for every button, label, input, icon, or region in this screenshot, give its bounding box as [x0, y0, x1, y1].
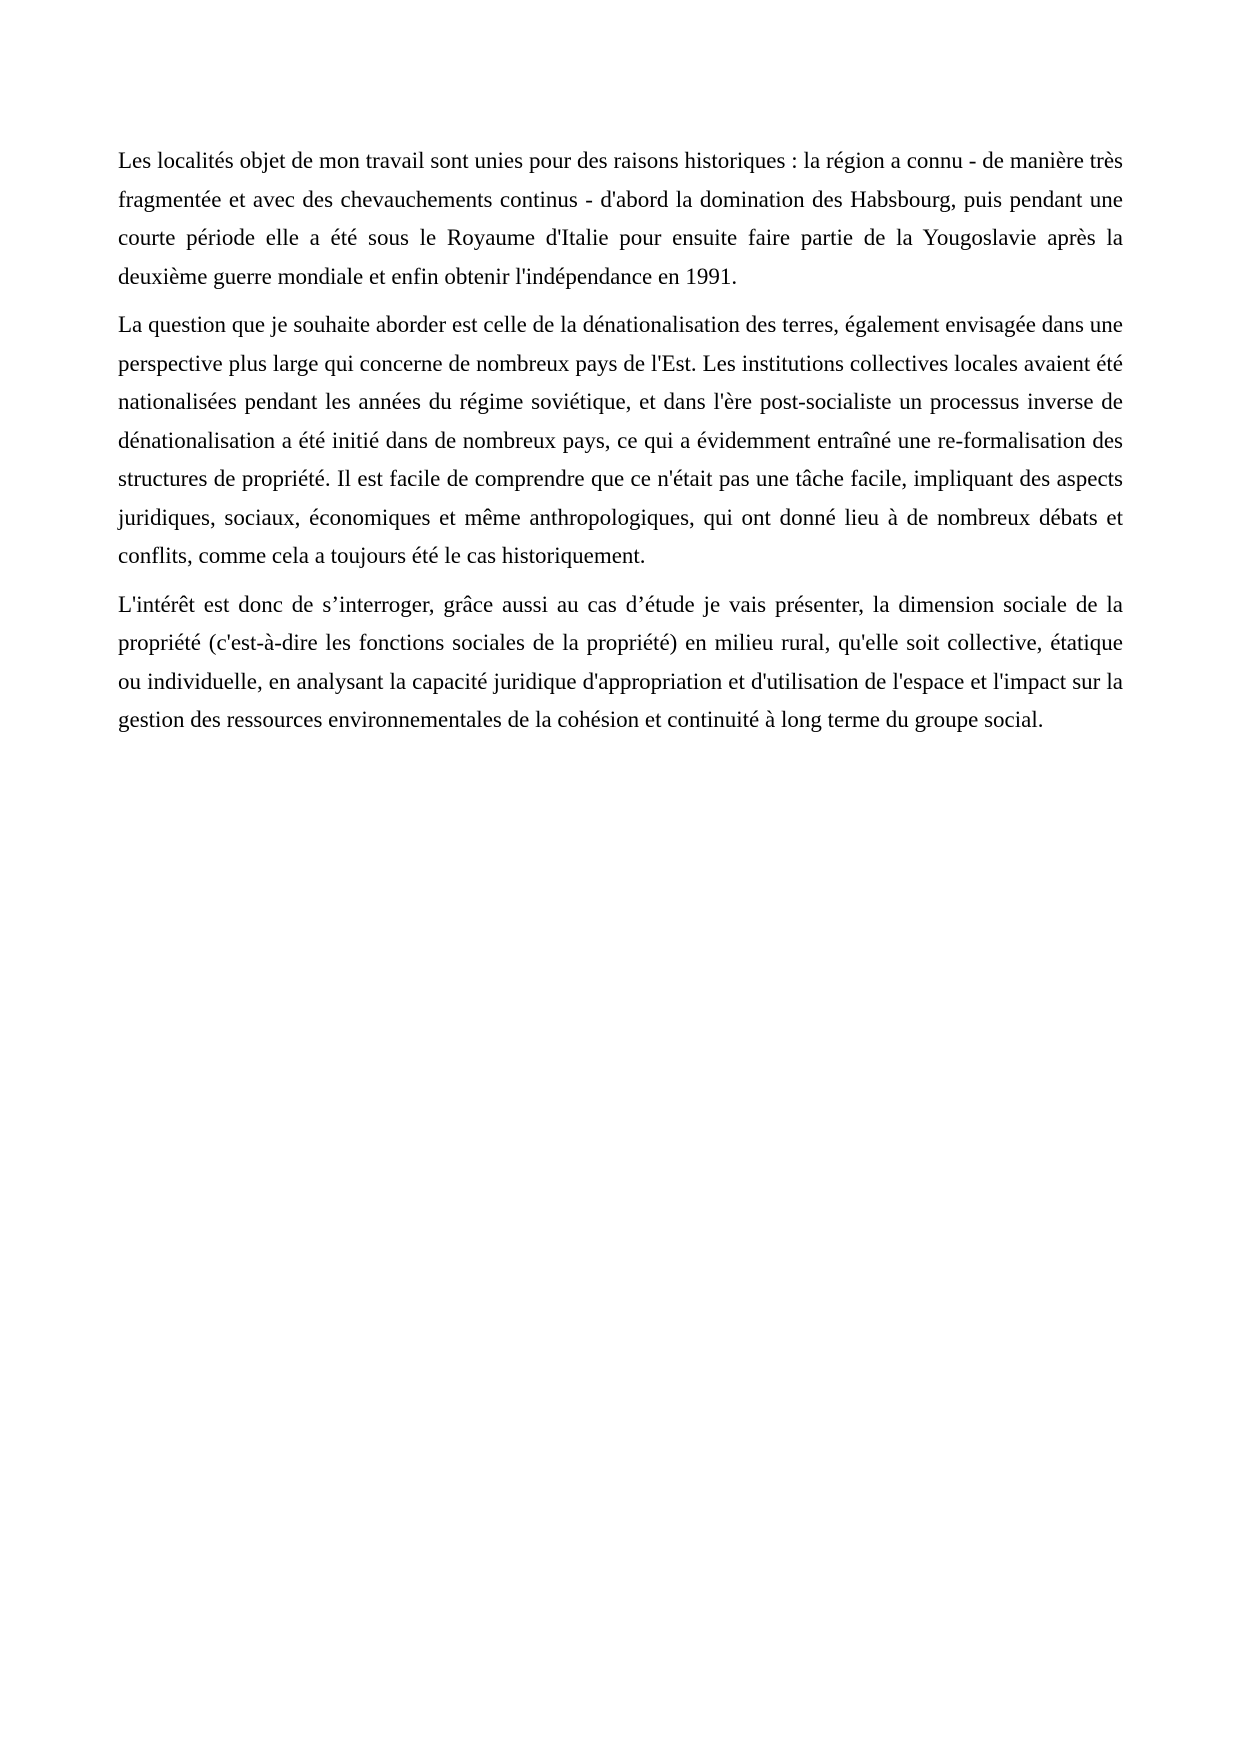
paragraph-social-dimension: L'intérêt est donc de s’interroger, grâce aussi au cas d’étude je vais présenter, la dimension sociale de la propriété (c'est-à-dire les fonctions sociales de la propriété) en milieu rural, qu'elle soit collective, étatique ou individuelle, en analysant la capacité juridique d'appropriation et d'utilisation de l'espace et l'impact sur la gestion des ressources environnementales de la cohésion et continuité à long terme du groupe social. — [118, 591, 1123, 732]
document-body — [118, 142, 1123, 750]
paragraph-history: Les localités objet de mon travail sont unies pour des raisons historiques : la région a connu - de manière très fragmentée et avec des chevauchements continus - d'abord la domination des Habsbourg, puis pendant une courte période elle a été sous le Royaume d'Italie pour ensuite faire partie de la Yougoslavie après la deuxième guerre mondiale et enfin obtenir l'indépendance en 1991. — [118, 148, 1123, 289]
paragraph-denationalisation: La question que je souhaite aborder est celle de la dénationalisation des terres, également envisagée dans une perspective plus large qui concerne de nombreux pays de l'Est. Les institutions collectives locales avaient été nationalisées pendant les années du régime soviétique, et dans l'ère post-socialiste un processus inverse de dénationalisation a été initié dans de nombreux pays, ce qui a évidemment entraîné une re-formalisation des structures de propriété. Il est facile de comprendre que ce n'était pas une tâche facile, impliquant des aspects juridiques, sociaux, économiques et même anthropologiques, qui ont donné lieu à de nombreux débats et conflits, comme cela a toujours été le cas historiquement. — [118, 312, 1123, 568]
